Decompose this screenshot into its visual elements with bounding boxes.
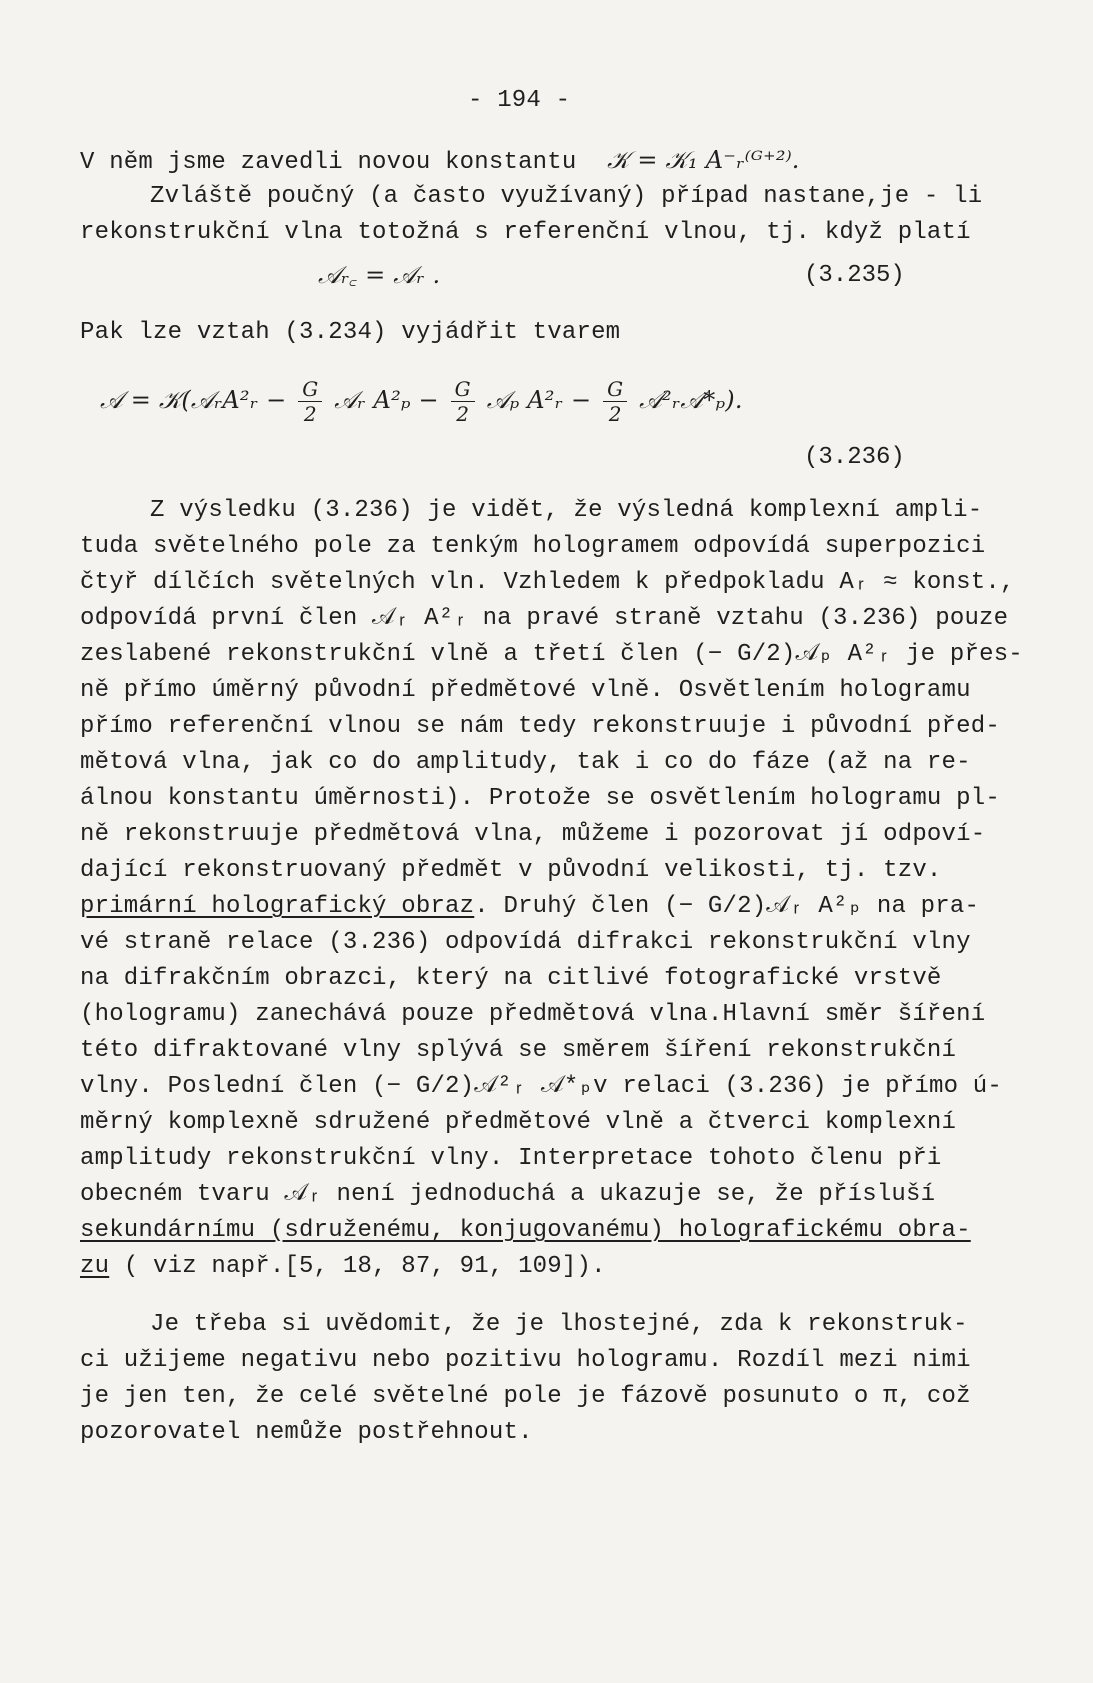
paragraph-1-line-22 [80, 1252, 606, 1282]
paragraph-1-line-7: přímo referenční vlnou se nám tedy rekonstruuje i původní před- [80, 713, 1000, 740]
fraction-g-over-2 [298, 377, 322, 426]
equation-number-3-235: (3.235) [804, 262, 905, 289]
fraction-denominator: 2 [303, 402, 317, 426]
paragraph-1-line-4: odpovídá první člen 𝒜ᵣ A²ᵣ na pravé straně vztahu (3.236) pouze [80, 605, 1009, 632]
text-line-2: Zvláště poučný (a často využívaný) případ nastane,je - li [150, 183, 983, 210]
paragraph-1-line-5: zeslabené rekonstrukční vlně a třetí člen (− G/2)𝒜ₚ A²ᵣ je přes- [80, 641, 1023, 668]
paragraph-1-line-18: měrný komplexně sdružené předmětové vlně a čtverci komplexní [80, 1109, 957, 1136]
text-segment: V něm jsme zavedli novou konstantu [80, 149, 577, 176]
text-segment: . Druhý člen (− G/2)𝒜ᵣ A²ₚ na pra- [474, 893, 980, 920]
equation-3-235: 𝒜ᵣ꜀ = 𝒜ᵣ . [318, 261, 441, 289]
fraction-numerator: G [451, 377, 475, 402]
fraction-numerator: G [298, 377, 322, 402]
term-primary-image: primární holografický obraz [80, 893, 475, 920]
equation-term-1: 𝒜 = 𝒦(𝒜ᵣA²ᵣ − [100, 386, 287, 414]
paragraph-1-line-17: vlny. Poslední člen (− G/2)𝒜²ᵣ 𝒜*ₚv relaci (3.236) je přímo ú- [80, 1073, 1002, 1100]
equation-term-2: 𝒜ᵣ A²ₚ − [334, 386, 439, 414]
paragraph-1-line-20: obecném tvaru 𝒜ᵣ není jednoduchá a ukazuje se, že přísluší [80, 1181, 936, 1208]
term-secondary-image-end: zu [80, 1253, 110, 1280]
reference-list: ( viz např.[5, 18, 87, 91, 109]). [109, 1253, 606, 1280]
paragraph-1-line-13: vé straně relace (3.236) odpovídá difrakci rekonstrukční vlny [80, 929, 971, 956]
paragraph-1-line-2: tuda světelného pole za tenkým hologramem odpovídá superpozici [80, 533, 986, 560]
fraction-g-over-2 [451, 377, 475, 426]
text-line-1 [80, 145, 800, 178]
fraction-numerator: G [603, 377, 627, 402]
paragraph-1-line-12 [80, 892, 979, 922]
paragraph-1-line-21 [80, 1216, 971, 1246]
term-secondary-image: sekundárnímu (sdruženému, konjugovanému) holografickému obra- [80, 1217, 971, 1244]
paragraph-2-line-3: je jen ten, že celé světelné pole je fázově posunuto o π, což [80, 1383, 971, 1410]
paragraph-1-line-16: této difraktované vlny splývá se směrem šíření rekonstrukční [80, 1037, 957, 1064]
equation-term-3: 𝒜ₚ A²ᵣ − [486, 386, 592, 414]
paragraph-1-line-10: ně rekonstruuje předmětová vlna, můžeme i pozorovat jí odpoví- [80, 821, 986, 848]
fraction-g-over-2 [603, 377, 627, 426]
text-line-3: rekonstrukční vlna totožná s referenční vlnou, tj. když platí [80, 219, 971, 246]
paragraph-1-line-9: álnou konstantu úměrnosti). Protože se osvětlením hologramu pl- [80, 785, 1000, 812]
fraction-denominator: 2 [608, 402, 622, 426]
text-line-4: Pak lze vztah (3.234) vyjádřit tvarem [80, 319, 621, 346]
paragraph-2-line-4: pozorovatel nemůže postřehnout. [80, 1419, 533, 1446]
paragraph-1-line-19: amplitudy rekonstrukční vlny. Interpretace tohoto členu při [80, 1145, 942, 1172]
paragraph-1-line-3: čtyř dílčích světelných vln. Vzhledem k předpokladu Aᵣ ≈ konst., [80, 569, 1015, 596]
paragraph-1-line-1: Z výsledku (3.236) je vidět, že výsledná komplexní ampli- [150, 497, 983, 524]
equation-term-4: 𝒜²ᵣ𝒜*ₚ). [639, 386, 743, 414]
constant-equation: 𝒦 = 𝒦₁ A⁻ᵣ⁽ᴳ⁺²⁾. [607, 146, 800, 174]
paragraph-1-line-14: na difrakčním obrazci, který na citlivé fotografické vrstvě [80, 965, 942, 992]
paragraph-2-line-2: ci užijeme negativu nebo pozitivu hologramu. Rozdíl mezi nimi [80, 1347, 971, 1374]
paragraph-2-line-1: Je třeba si uvědomit, že je lhostejné, zda k rekonstruk- [150, 1311, 968, 1338]
paragraph-1-line-15: (hologramu) zanechává pouze předmětová vlna.Hlavní směr šíření [80, 1001, 986, 1028]
equation-3-236 [100, 376, 743, 426]
fraction-denominator: 2 [456, 402, 470, 426]
paragraph-1-line-11: dající rekonstruovaný předmět v původní velikosti, tj. tzv. [80, 857, 942, 884]
page-number: - 194 - [468, 87, 571, 114]
equation-number-3-236: (3.236) [804, 444, 905, 471]
paragraph-1-line-6: ně přímo úměrný původní předmětové vlně. Osvětlením hologramu [80, 677, 971, 704]
paragraph-1-line-8: mětová vlna, jak co do amplitudy, tak i co do fáze (až na re- [80, 749, 971, 776]
